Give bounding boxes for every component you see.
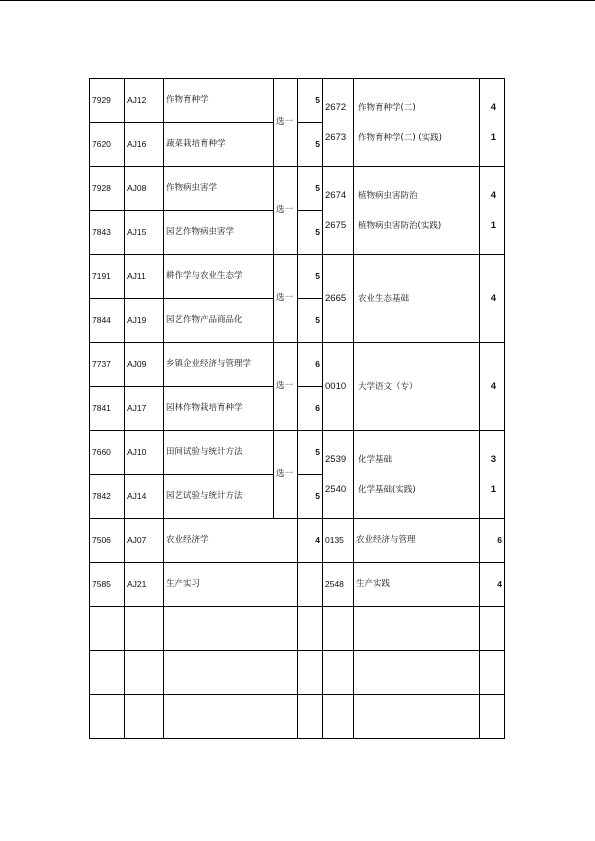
course-code: 7844 (90, 299, 125, 343)
choice-label: 选一 (274, 79, 298, 167)
replacement-name: 大学语文（专） (358, 381, 418, 392)
course-credit (298, 563, 323, 607)
course-code: 7620 (90, 123, 125, 167)
choice-label: 选一 (274, 255, 298, 343)
course-name: 耕作学与农业生态学 (164, 255, 274, 299)
replacement-code: 2672 (325, 101, 347, 113)
table-row (90, 563, 505, 607)
table-row (90, 167, 505, 211)
empty-cell (354, 695, 480, 739)
replacement-name-cell (354, 255, 480, 343)
replacement-credit: 6 (480, 519, 505, 563)
replacement-code: 2548 (323, 563, 354, 607)
replacement-code-cell (323, 431, 354, 519)
empty-cell (164, 695, 298, 739)
replacement-name: 生产实践 (354, 563, 480, 607)
empty-cell (480, 651, 505, 695)
empty-table-row (90, 695, 505, 739)
empty-cell (354, 651, 480, 695)
replacement-credit: 4 (480, 563, 505, 607)
empty-cell (164, 651, 298, 695)
course-credit: 5 (298, 299, 323, 343)
empty-cell (90, 651, 125, 695)
empty-table-row (90, 607, 505, 651)
choice-label: 选一 (274, 343, 298, 431)
empty-cell (298, 651, 323, 695)
course-aj-code: AJ10 (125, 431, 164, 475)
replacement-name: 农业生态基础 (358, 293, 410, 304)
empty-cell (480, 607, 505, 651)
empty-cell (298, 607, 323, 651)
empty-cell (90, 607, 125, 651)
replacement-credit: 1 (490, 483, 496, 495)
course-credit: 5 (298, 79, 323, 123)
course-aj-code: AJ16 (125, 123, 164, 167)
course-code: 7843 (90, 211, 125, 255)
replacement-code: 2673 (325, 131, 347, 143)
course-name: 农业经济学 (164, 519, 298, 563)
course-code: 7585 (90, 563, 125, 607)
replacement-name: 作物育种学(二) (实践) (358, 132, 442, 143)
course-table (89, 78, 505, 739)
course-code: 7737 (90, 343, 125, 387)
replacement-credit-cell (480, 79, 505, 167)
replacement-credit: 4 (490, 380, 496, 392)
course-name: 作物育种学 (164, 79, 274, 123)
course-name: 蔬菜栽培育种学 (164, 123, 274, 167)
course-code: 7660 (90, 431, 125, 475)
replacement-name: 化学基础(实践) (358, 484, 416, 495)
course-credit: 5 (298, 431, 323, 475)
empty-cell (125, 695, 164, 739)
course-aj-code: AJ08 (125, 167, 164, 211)
empty-cell (323, 607, 354, 651)
course-code: 7841 (90, 387, 125, 431)
course-credit: 5 (298, 211, 323, 255)
table-row (90, 431, 505, 475)
replacement-name: 植物病虫害防治(实践) (358, 220, 442, 231)
empty-cell (480, 695, 505, 739)
empty-cell (125, 607, 164, 651)
replacement-name: 作物育种学(二) (358, 102, 416, 113)
course-aj-code: AJ12 (125, 79, 164, 123)
replacement-credit-cell (480, 343, 505, 431)
replacement-code: 2674 (325, 189, 347, 201)
course-credit: 6 (298, 387, 323, 431)
replacement-name-cell (354, 343, 480, 431)
replacement-code: 2675 (325, 219, 347, 231)
course-name: 园艺作物病虫害学 (164, 211, 274, 255)
course-code: 7506 (90, 519, 125, 563)
replacement-credit: 1 (490, 131, 496, 143)
course-aj-code: AJ14 (125, 475, 164, 519)
course-aj-code: AJ15 (125, 211, 164, 255)
replacement-code: 2539 (325, 453, 347, 465)
replacement-name-cell (354, 167, 480, 255)
replacement-credit: 3 (490, 453, 496, 465)
course-credit: 4 (298, 519, 323, 563)
replacement-name: 农业经济与管理 (354, 519, 480, 563)
course-code: 7191 (90, 255, 125, 299)
replacement-code-cell (323, 255, 354, 343)
table-row (90, 343, 505, 387)
course-aj-code: AJ17 (125, 387, 164, 431)
choice-label: 选一 (274, 431, 298, 519)
empty-cell (323, 695, 354, 739)
empty-cell (164, 607, 298, 651)
course-aj-code: AJ09 (125, 343, 164, 387)
course-code: 7842 (90, 475, 125, 519)
course-code: 7928 (90, 167, 125, 211)
course-credit: 6 (298, 343, 323, 387)
empty-cell (298, 695, 323, 739)
course-name: 园艺试验与统计方法 (164, 475, 274, 519)
course-name: 生产实习 (164, 563, 298, 607)
course-credit: 5 (298, 255, 323, 299)
empty-cell (125, 651, 164, 695)
replacement-credit-cell (480, 167, 505, 255)
course-aj-code: AJ21 (125, 563, 164, 607)
course-name: 作物病虫害学 (164, 167, 274, 211)
course-code: 7929 (90, 79, 125, 123)
course-name: 乡镇企业经济与管理学 (164, 343, 274, 387)
replacement-credit: 1 (490, 219, 496, 231)
replacement-credit-cell (480, 255, 505, 343)
table-row (90, 79, 505, 123)
course-credit: 5 (298, 475, 323, 519)
course-name: 田间试验与统计方法 (164, 431, 274, 475)
course-name: 园艺作物产品商品化 (164, 299, 274, 343)
course-credit: 5 (298, 123, 323, 167)
course-credit: 5 (298, 167, 323, 211)
empty-cell (323, 651, 354, 695)
choice-label: 选一 (274, 167, 298, 255)
replacement-credit-cell (480, 431, 505, 519)
course-aj-code: AJ07 (125, 519, 164, 563)
replacement-name: 化学基础 (358, 454, 393, 465)
replacement-code: 0135 (323, 519, 354, 563)
replacement-code: 2665 (325, 292, 347, 304)
empty-table-row (90, 651, 505, 695)
replacement-name: 植物病虫害防治 (358, 190, 418, 201)
page-top-rule (0, 0, 595, 1)
table-row (90, 519, 505, 563)
course-name: 园林作物栽培育种学 (164, 387, 274, 431)
empty-cell (354, 607, 480, 651)
replacement-code-cell (323, 343, 354, 431)
replacement-code: 2540 (325, 483, 347, 495)
replacement-credit: 4 (490, 292, 496, 304)
table-row (90, 255, 505, 299)
replacement-name-cell (354, 79, 480, 167)
course-aj-code: AJ19 (125, 299, 164, 343)
replacement-code: 0010 (325, 380, 347, 392)
course-aj-code: AJ11 (125, 255, 164, 299)
replacement-code-cell (323, 79, 354, 167)
replacement-code-cell (323, 167, 354, 255)
empty-cell (90, 695, 125, 739)
replacement-credit: 4 (490, 101, 496, 113)
replacement-name-cell (354, 431, 480, 519)
replacement-credit: 4 (490, 189, 496, 201)
